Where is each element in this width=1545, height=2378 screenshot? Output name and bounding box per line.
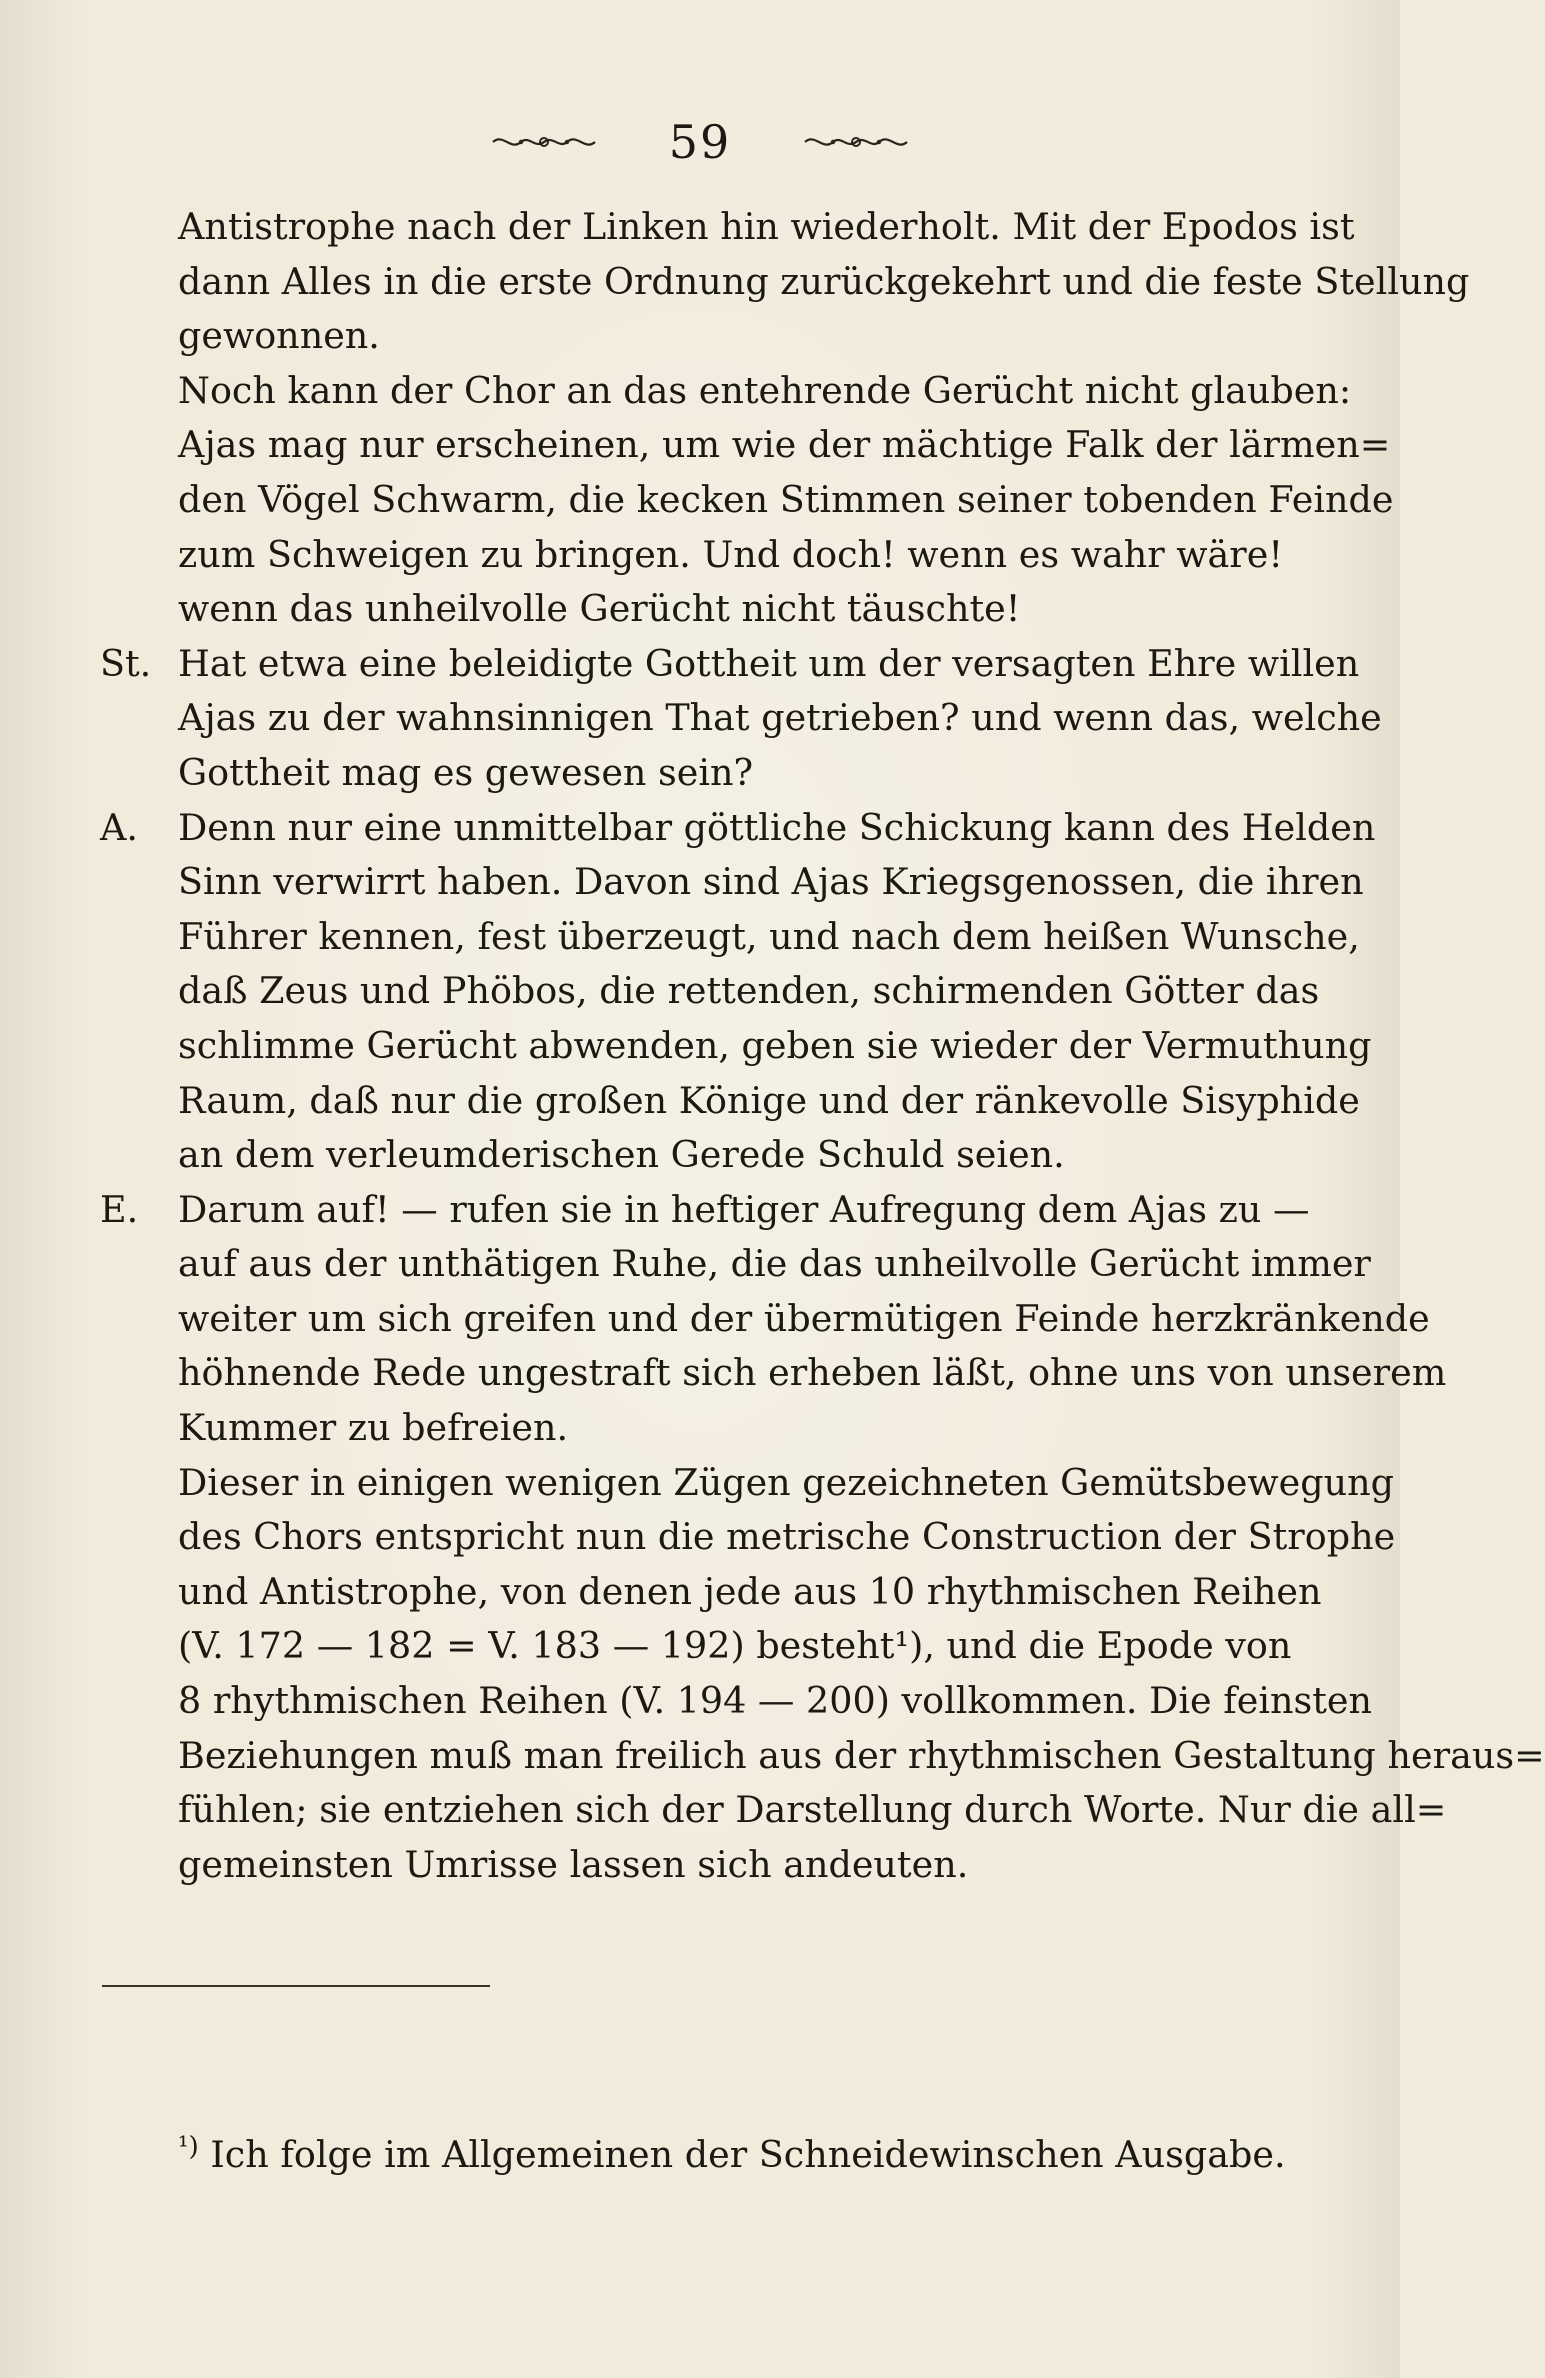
text-line: Ajas mag nur erscheinen, um wie der mächtige Falk der lärmen= <box>178 423 1391 467</box>
text-line: weiter um sich greifen und der übermütigen Feinde herzkränkende <box>178 1296 1430 1340</box>
text-line: Kummer zu befreien. <box>178 1406 569 1450</box>
footnote-marker: ¹) <box>178 2132 199 2162</box>
speaker-section-e <box>100 1183 1310 1238</box>
text-line: gemeinsten Umrisse lassen sich andeuten. <box>178 1842 969 1886</box>
right-ornament-icon <box>801 129 911 155</box>
text-line: Darum auf! — rufen sie in heftiger Aufregung dem Ajas zu — <box>178 1187 1310 1231</box>
page-header <box>0 112 1400 172</box>
text-line: 8 rhythmischen Reihen (V. 194 — 200) vollkommen. Die feinsten <box>178 1679 1373 1723</box>
footnote-divider <box>102 1985 490 1987</box>
text-line: Ajas zu der wahnsinnigen That getrieben? und wenn das, welche <box>178 696 1382 740</box>
text-line: Hat etwa eine beleidigte Gottheit um der versagten Ehre willen <box>178 641 1360 685</box>
text-line: Noch kann der Chor an das entehrende Gerücht nicht glauben: <box>178 368 1352 412</box>
footnote-text: Ich folge im Allgemeinen der Schneidewinschen Ausgabe. <box>210 2132 1286 2176</box>
text-line: gewonnen. <box>178 314 380 358</box>
text-line: höhnende Rede ungestraft sich erheben läßt, ohne uns von unserem <box>178 1351 1447 1395</box>
text-line: den Vögel Schwarm, die kecken Stimmen seiner tobenden Feinde <box>178 477 1394 521</box>
text-line: (V. 172 — 182 = V. 183 — 192) besteht¹), und die Epode von <box>178 1624 1292 1668</box>
speaker-label: St. <box>100 641 152 685</box>
speaker-section-st <box>100 637 1360 692</box>
page-number: 59 <box>668 115 732 169</box>
body-text <box>100 200 1545 1892</box>
text-line: und Antistrophe, von denen jede aus 10 rhythmischen Reihen <box>178 1569 1322 1613</box>
left-ornament-icon <box>489 129 599 155</box>
text-line: fühlen; sie entziehen sich der Darstellung durch Worte. Nur die all= <box>178 1788 1447 1832</box>
speaker-label: A. <box>100 805 138 849</box>
text-line: Gottheit mag es gewesen sein? <box>178 750 754 794</box>
text-line: zum Schweigen zu bringen. Und doch! wenn es wahr wäre! <box>178 532 1283 576</box>
text-line: Führer kennen, fest überzeugt, und nach dem heißen Wunsche, <box>178 914 1360 958</box>
footnote <box>178 2120 1286 2182</box>
text-line: Dieser in einigen wenigen Zügen gezeichneten Gemütsbewegung <box>178 1460 1395 1504</box>
text-line: schlimme Gerücht abwenden, geben sie wieder der Vermuthung <box>178 1023 1372 1067</box>
text-line: daß Zeus und Phöbos, die rettenden, schirmenden Götter das <box>178 969 1320 1013</box>
text-line: auf aus der unthätigen Ruhe, die das unheilvolle Gerücht immer <box>178 1242 1371 1286</box>
speaker-label: E. <box>100 1187 139 1231</box>
speaker-section-a <box>100 801 1376 856</box>
text-line: Raum, daß nur die großen Könige und der ränkevolle Sisyphide <box>178 1078 1360 1122</box>
text-line: wenn das unheilvolle Gerücht nicht täuschte! <box>178 587 1021 631</box>
text-line: an dem verleumderischen Gerede Schuld seien. <box>178 1133 1065 1177</box>
text-line: Sinn verwirrt haben. Davon sind Ajas Kriegsgenossen, die ihren <box>178 860 1364 904</box>
text-line: Antistrophe nach der Linken hin wiederholt. Mit der Epodos ist <box>178 205 1355 248</box>
text-line: Denn nur eine unmittelbar göttliche Schickung kann des Helden <box>178 805 1376 849</box>
text-line: dann Alles in die erste Ordnung zurückgekehrt und die feste Stellung <box>178 259 1470 303</box>
text-line: Beziehungen muß man freilich aus der rhythmischen Gestaltung heraus= <box>178 1733 1545 1777</box>
text-line: des Chors entspricht nun die metrische Construction der Strophe <box>178 1515 1396 1559</box>
